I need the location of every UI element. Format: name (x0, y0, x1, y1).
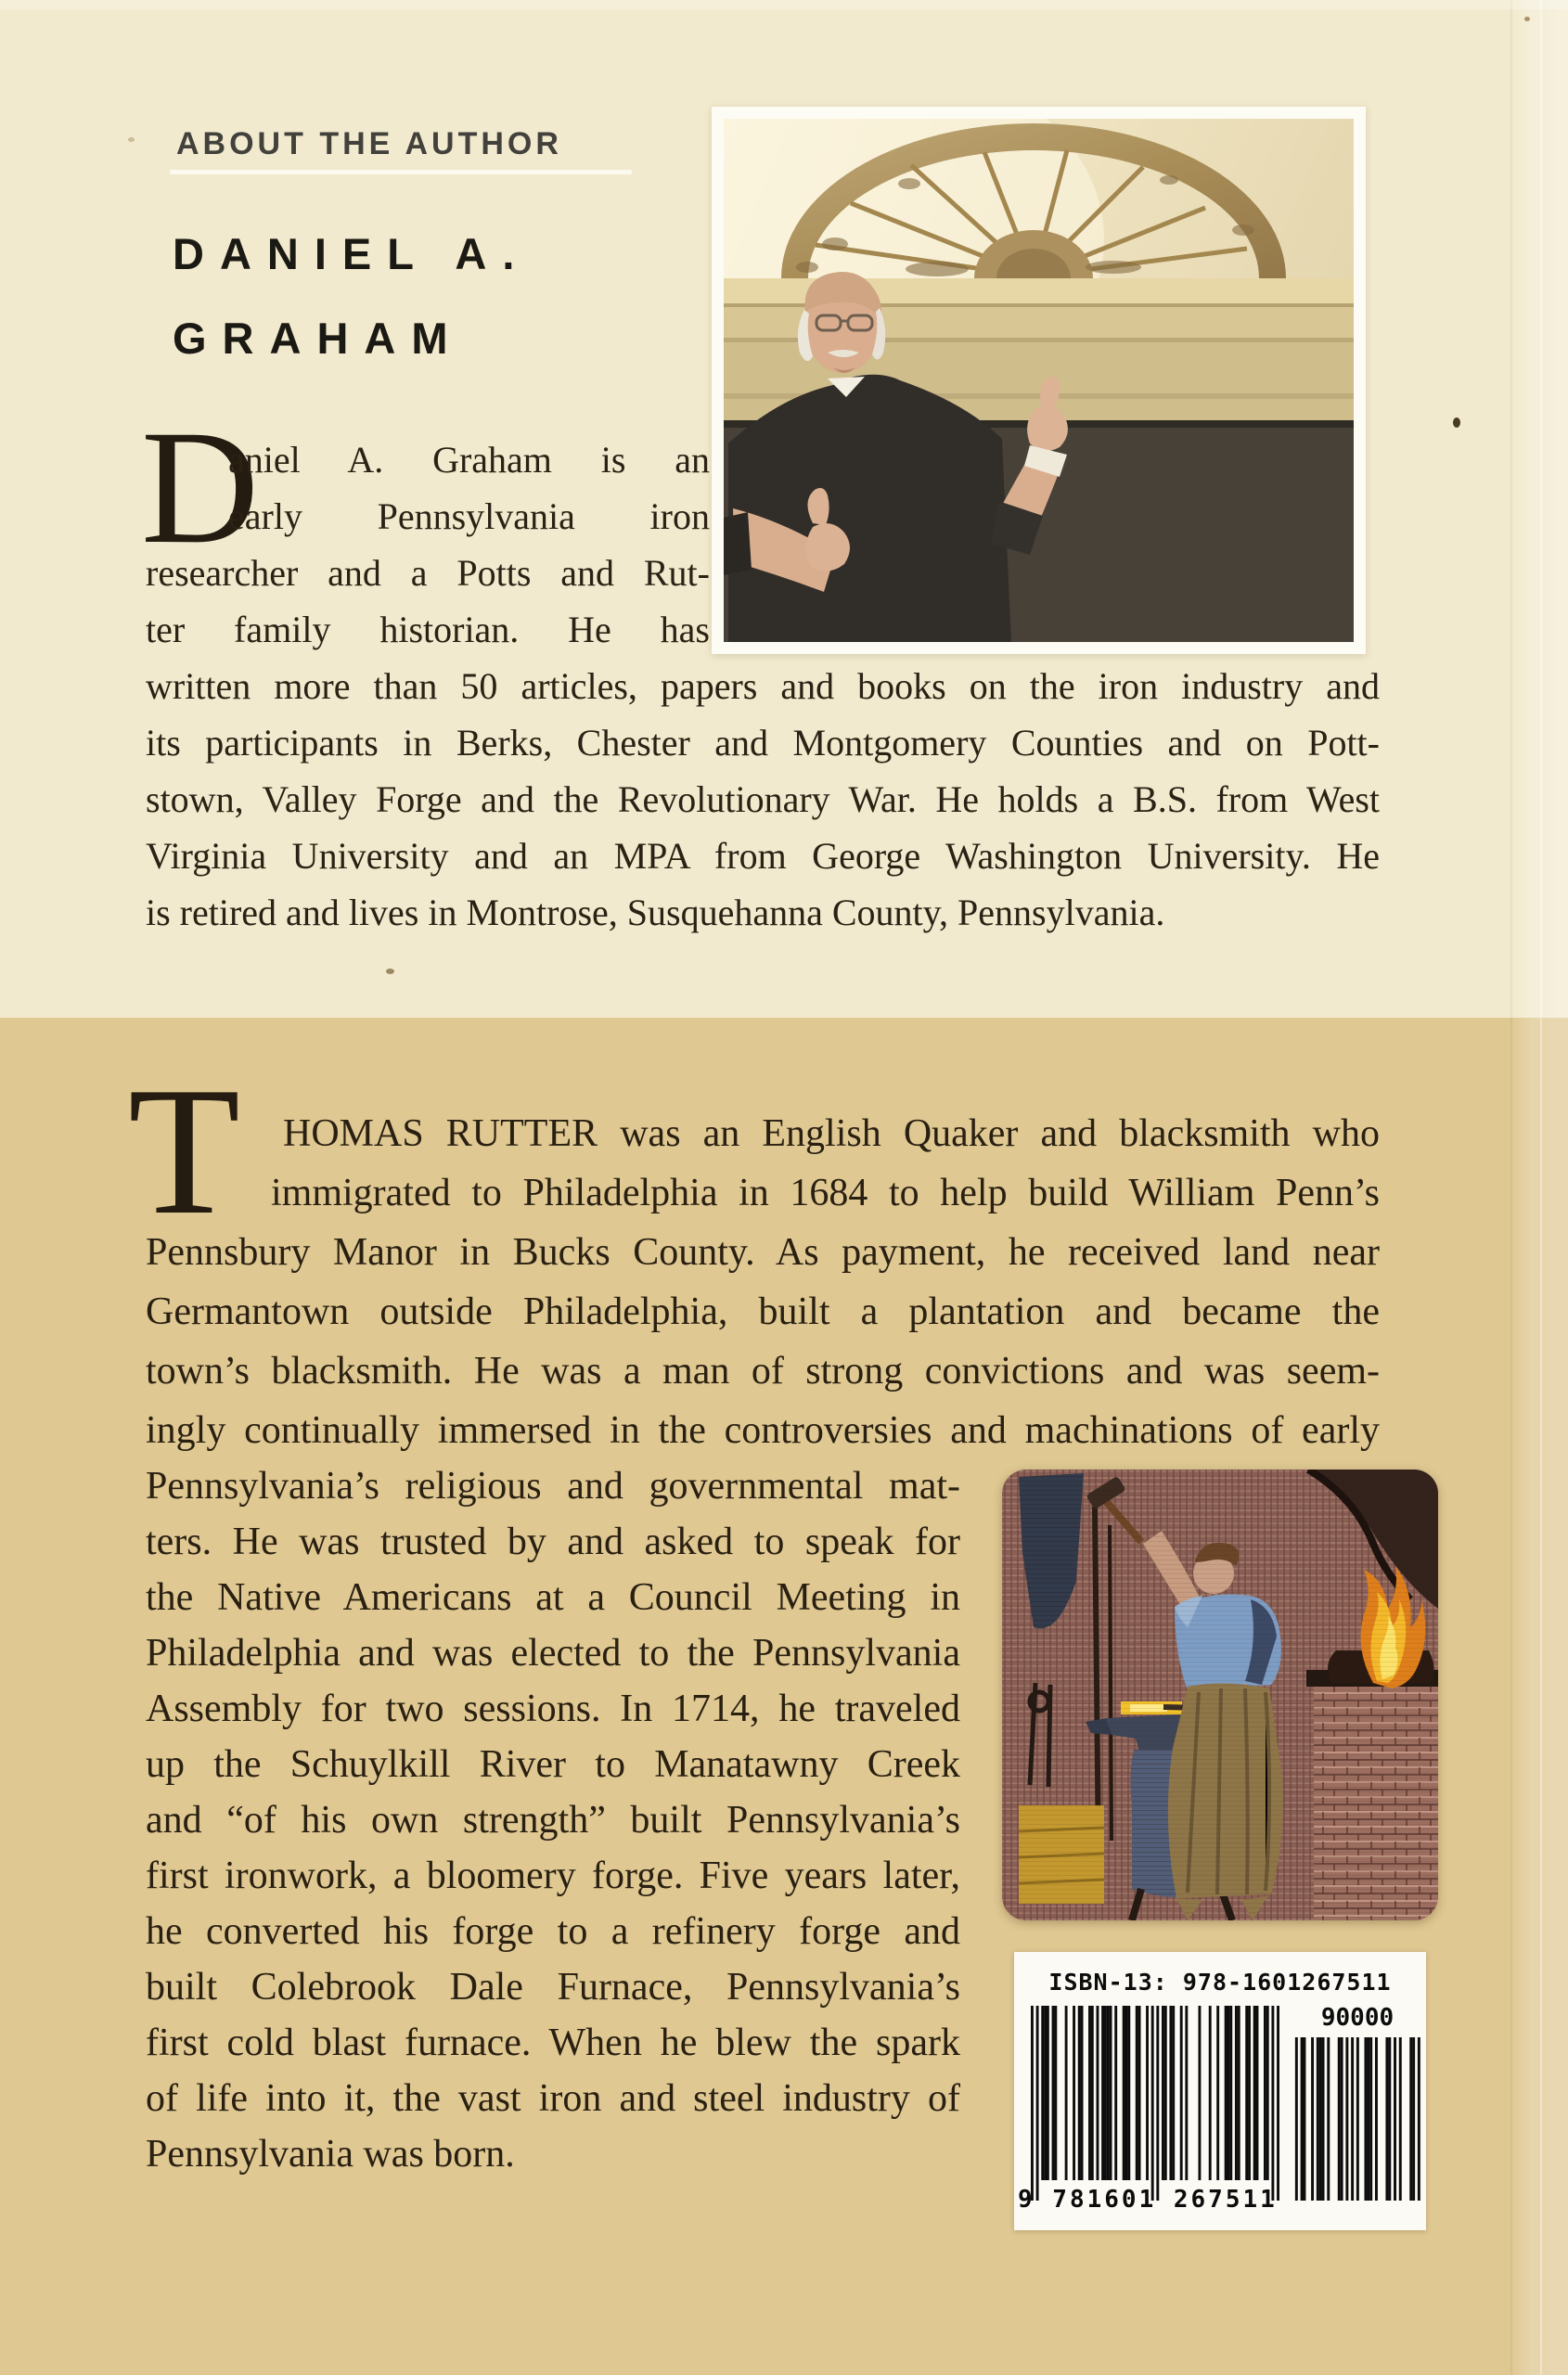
synopsis-line: up the Schuylkill River to Manatawny Creek (146, 1743, 960, 1786)
bio-line: its participants in Berks, Chester and Montgomery Counties and on Pott- (146, 722, 1380, 764)
author-photo (712, 107, 1366, 654)
bio-line: stown, Valley Forge and the Revolutionary War. He holds a B.S. from West (146, 778, 1380, 820)
author-name-line2: GRAHAM (173, 314, 464, 363)
synopsis-line: first ironwork, a bloomery forge. Five years later, (146, 1855, 960, 1897)
page-edge-highlight (1510, 0, 1568, 2375)
synopsis-line: ters. He was trusted by and asked to speak for (146, 1521, 960, 1563)
synopsis-dropcap: T (128, 1049, 240, 1252)
synopsis-line: of life into it, the vast iron and steel industry of (146, 2077, 960, 2120)
synopsis-line: Pennsbury Manor in Bucks County. As payment, he received land near (146, 1231, 1380, 1274)
dust-speck (386, 969, 394, 974)
heading-underline (170, 170, 632, 174)
bio-line: is retired and lives in Montrose, Susquehanna County, Pennsylvania. (146, 892, 1165, 933)
bio-line: Virginia University and an MPA from George Washington University. He (146, 835, 1380, 877)
synopsis-line: first cold blast furnace. When he blew the spark (146, 2022, 960, 2064)
synopsis-line: Pennsylvania’s religious and governmental mat- (146, 1465, 960, 1508)
synopsis-line: and “of his own strength” built Pennsylvania’s (146, 1799, 960, 1842)
synopsis-line: immigrated to Philadelphia in 1684 to help build William Penn’s (271, 1172, 1380, 1214)
synopsis-line: Pennsylvania was born. (146, 2133, 515, 2176)
synopsis-line: Assembly for two sessions. In 1714, he traveled (146, 1688, 960, 1730)
dust-speck (128, 137, 135, 142)
scan-crease (1510, 0, 1512, 2375)
author-name-line1: DANIEL A. (173, 229, 531, 278)
synopsis-line: Philadelphia and was elected to the Pennsylvania (146, 1632, 960, 1675)
bio-line: researcher and a Potts and Rut- (146, 552, 710, 594)
isbn-label: ISBN-13: 978-1601267511 (1048, 1969, 1392, 1996)
bio-line: ter family historian. He has (146, 609, 710, 650)
about-the-author-heading: ABOUT THE AUTHOR (176, 126, 562, 161)
blacksmith-illustration (1002, 1470, 1438, 1920)
synopsis-line: the Native Americans at a Council Meeting in (146, 1576, 960, 1619)
bio-dropcap: D (141, 397, 260, 578)
synopsis-line: built Colebrook Dale Furnace, Pennsylvania’s (146, 1966, 960, 2009)
synopsis-line: HOMAS RUTTER was an English Quaker and blacksmith who (283, 1112, 1380, 1155)
synopsis-line: town’s blacksmith. He was a man of strong convictions and was seem- (146, 1350, 1380, 1393)
author-photo-scene (724, 119, 1354, 642)
bio-line: written more than 50 articles, papers and books on the iron industry and (146, 665, 1380, 707)
isbn-barcode (1014, 1952, 1426, 2230)
barcode-digits: 9 781601 267511 (1018, 2186, 1278, 2214)
dust-speck (1524, 17, 1530, 21)
scan-top-edge (0, 0, 1568, 9)
blacksmith-scene (1002, 1470, 1438, 1920)
bio-line: aniel A. Graham is an (228, 439, 710, 481)
bio-line: early Pennsylvania iron (228, 495, 710, 537)
scan-streak (1540, 0, 1542, 2375)
dust-speck (1453, 417, 1460, 428)
synopsis-line: Germantown outside Philadelphia, built a plantation and became the (146, 1290, 1380, 1333)
synopsis-line: ingly continually immersed in the controversies and machinations of early (146, 1409, 1380, 1452)
barcode-price-code: 90000 (1320, 2004, 1394, 2032)
synopsis-line: he converted his forge to a refinery forge and (146, 1910, 960, 1953)
